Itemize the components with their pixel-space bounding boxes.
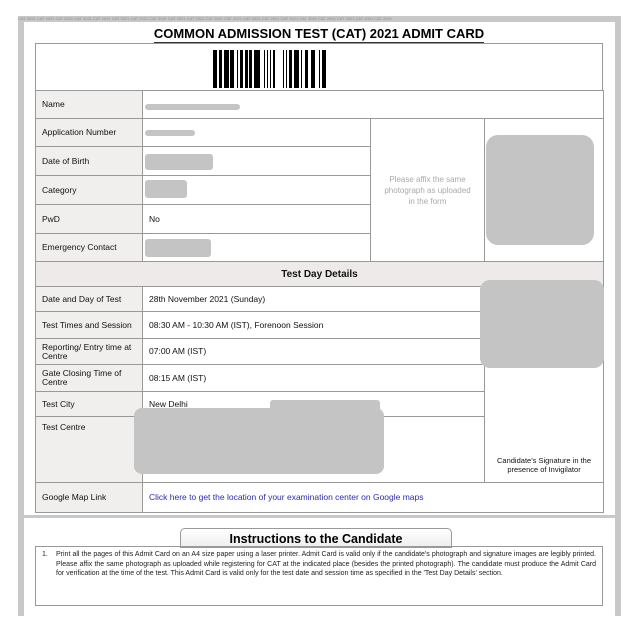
reporting-value: 07:00 AM (IST) bbox=[142, 338, 485, 365]
name-label: Name bbox=[35, 90, 143, 119]
barcode-bar bbox=[230, 50, 234, 88]
google-map-link[interactable]: Click here to get the location of your examination center on Google maps bbox=[149, 492, 424, 502]
barcode-bar bbox=[294, 50, 299, 88]
gate-value: 08:15 AM (IST) bbox=[142, 364, 485, 392]
barcode-bar bbox=[305, 50, 308, 88]
redacted-dob bbox=[145, 154, 213, 170]
signature-note: Candidate's Signature in the presence of Invigilator bbox=[484, 286, 604, 483]
photograph bbox=[486, 135, 594, 245]
barcode-bar bbox=[224, 50, 229, 88]
barcode-bar bbox=[245, 50, 248, 88]
dob-label: Date of Birth bbox=[35, 146, 143, 176]
map-link-cell bbox=[142, 482, 604, 513]
barcode-bar bbox=[254, 50, 260, 88]
gate-label: Gate Closing Time of Centre bbox=[35, 364, 143, 392]
date-value: 28th November 2021 (Sunday) bbox=[142, 286, 485, 312]
redacted-emergency bbox=[145, 239, 211, 257]
barcode-bar bbox=[289, 50, 292, 88]
date-label: Date and Day of Test bbox=[35, 286, 143, 312]
barcode-bar bbox=[267, 50, 268, 88]
redacted-centre bbox=[134, 408, 384, 474]
barcode-bar bbox=[213, 50, 217, 88]
section-divider bbox=[24, 515, 615, 518]
barcode-bar bbox=[249, 50, 252, 88]
barcode bbox=[213, 50, 326, 88]
watermark: CAT 2021 CAT 2021 CAT 2021 CAT 2021 CAT 2021 CAT 2021 CAT 2021 CAT 2021 CAT 2021 CAT 2021 CAT 2021 CAT 2021 CAT 2021 CAT 2021 CAT 2021 CAT 2021 CAT 2021 CAT 2021 CAT 2021 CAT 2021 bbox=[18, 16, 392, 21]
barcode-bar bbox=[322, 50, 326, 88]
application-label: Application Number bbox=[35, 118, 143, 147]
barcode-bar bbox=[270, 50, 271, 88]
barcode-bar bbox=[301, 50, 302, 88]
city-value: New Delhi bbox=[142, 391, 485, 417]
emergency-label: Emergency Contact bbox=[35, 233, 143, 262]
times-label: Test Times and Session bbox=[35, 311, 143, 339]
times-value: 08:30 AM - 10:30 AM (IST), Forenoon Session bbox=[142, 311, 485, 339]
barcode-bar bbox=[264, 50, 265, 88]
barcode-bar bbox=[219, 50, 222, 88]
barcode-bar bbox=[240, 50, 243, 88]
barcode-bar bbox=[237, 50, 238, 88]
centre-label: Test Centre bbox=[35, 416, 143, 483]
category-label: Category bbox=[35, 175, 143, 205]
page-title bbox=[0, 26, 638, 41]
test-day-header: Test Day Details bbox=[35, 261, 604, 287]
instruction-item bbox=[35, 546, 603, 606]
instruction-number: 1. bbox=[42, 551, 48, 558]
map-label: Google Map Link bbox=[35, 482, 143, 513]
barcode-bar bbox=[319, 50, 320, 88]
reporting-label: Reporting/ Entry time at Centre bbox=[35, 338, 143, 365]
barcode-bar bbox=[311, 50, 315, 88]
redacted-category bbox=[145, 180, 187, 198]
redacted-name bbox=[145, 104, 240, 110]
instruction-text: Print all the pages of this Admit Card on an A4 size paper using a laser printer. Admit Card is valid only if the candidate's photograph and signature images are legibly printed. Please affix the same photograph as uploaded while registering for CAT at the indicated place (besides the printed photograph). The candidate must produce the Admit Card for verification at the time of the test. This Admit Card is valid only for the test date and session time as specified in the 'Test Day Details' section. bbox=[56, 551, 596, 577]
barcode-bar bbox=[286, 50, 287, 88]
pwd-label: PwD bbox=[35, 204, 143, 234]
city-label: Test City bbox=[35, 391, 143, 417]
pwd-value: No bbox=[142, 204, 371, 234]
photo-note: Please affix the same photograph as uploaded in the form bbox=[370, 118, 485, 262]
instructions-header: Instructions to the Candidate bbox=[180, 528, 452, 548]
redacted-application bbox=[145, 130, 195, 136]
barcode-bar bbox=[283, 50, 284, 88]
barcode-bar bbox=[273, 50, 275, 88]
signature-image bbox=[480, 280, 604, 368]
title-text: COMMON ADMISSION TEST (CAT) 2021 ADMIT CARD bbox=[153, 26, 485, 41]
